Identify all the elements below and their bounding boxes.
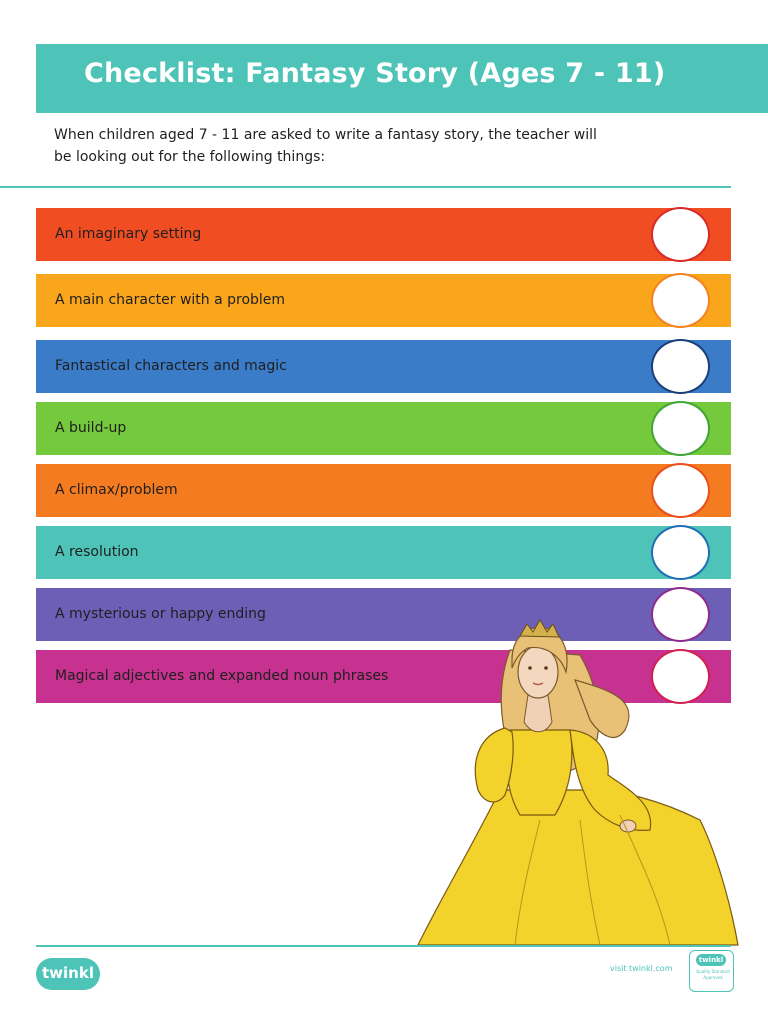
- intro-line-1: When children aged 7 - 11 are asked to write a fantasy story, the teacher will: [54, 127, 597, 143]
- checklist-item-label: A main character with a problem: [55, 292, 286, 308]
- princess-dress-bodice: [507, 730, 572, 815]
- checklist-item-main-character: [36, 274, 731, 327]
- checklist-item-imaginary-setting: [36, 208, 731, 261]
- checkbox-circle[interactable]: [651, 273, 710, 328]
- checklist-item-build-up: [36, 402, 731, 455]
- princess-dress-skirt: [418, 790, 738, 945]
- page-title: Checklist: Fantasy Story (Ages 7 - 11): [84, 58, 666, 89]
- twinkl-logo[interactable]: [36, 958, 100, 990]
- badge-title: twinkl: [698, 956, 724, 964]
- princess-skirt-fold: [515, 820, 540, 945]
- checklist-item-climax: [36, 464, 731, 517]
- checkbox-circle[interactable]: [651, 649, 710, 704]
- checklist-item-fantastical-characters: [36, 340, 731, 393]
- bottom-divider: [36, 945, 731, 947]
- badge-line-2: Approved: [703, 975, 723, 980]
- checklist-item-label: Magical adjectives and expanded noun phrases: [55, 668, 389, 684]
- visit-twinkl-link[interactable]: visit twinkl.com: [610, 964, 673, 973]
- checkbox-circle[interactable]: [651, 207, 710, 262]
- princess-sleeve-left: [475, 728, 513, 802]
- top-divider: [0, 186, 731, 188]
- quality-badge: [689, 950, 734, 992]
- checklist-item-label: A mysterious or happy ending: [55, 606, 266, 622]
- checklist-item-label: A resolution: [55, 544, 139, 560]
- princess-skirt-fold: [620, 815, 670, 945]
- checklist-item-resolution: [36, 526, 731, 579]
- checkbox-circle[interactable]: [651, 463, 710, 518]
- intro-line-2: be looking out for the following things:: [54, 149, 326, 165]
- checkbox-circle[interactable]: [651, 525, 710, 580]
- princess-skirt-fold: [580, 820, 600, 945]
- checkbox-circle[interactable]: [651, 587, 710, 642]
- checklist-item-label: An imaginary setting: [55, 226, 202, 242]
- checklist-item-label: A climax/problem: [55, 482, 178, 498]
- badge-line-1: Quality Standard: [696, 969, 730, 974]
- checklist-item-magical-adjectives: [36, 650, 731, 703]
- badge-title-pill: [696, 954, 726, 966]
- checklist-item-label: Fantastical characters and magic: [55, 358, 287, 374]
- intro-text: [54, 124, 654, 168]
- twinkl-logo-text: twinkl: [42, 964, 94, 982]
- princess-sleeve-right: [570, 730, 651, 830]
- checklist-item-ending: [36, 588, 731, 641]
- checkbox-circle[interactable]: [651, 401, 710, 456]
- princess-hand: [620, 820, 636, 832]
- checkbox-circle[interactable]: [651, 339, 710, 394]
- checklist-item-label: A build-up: [55, 420, 127, 436]
